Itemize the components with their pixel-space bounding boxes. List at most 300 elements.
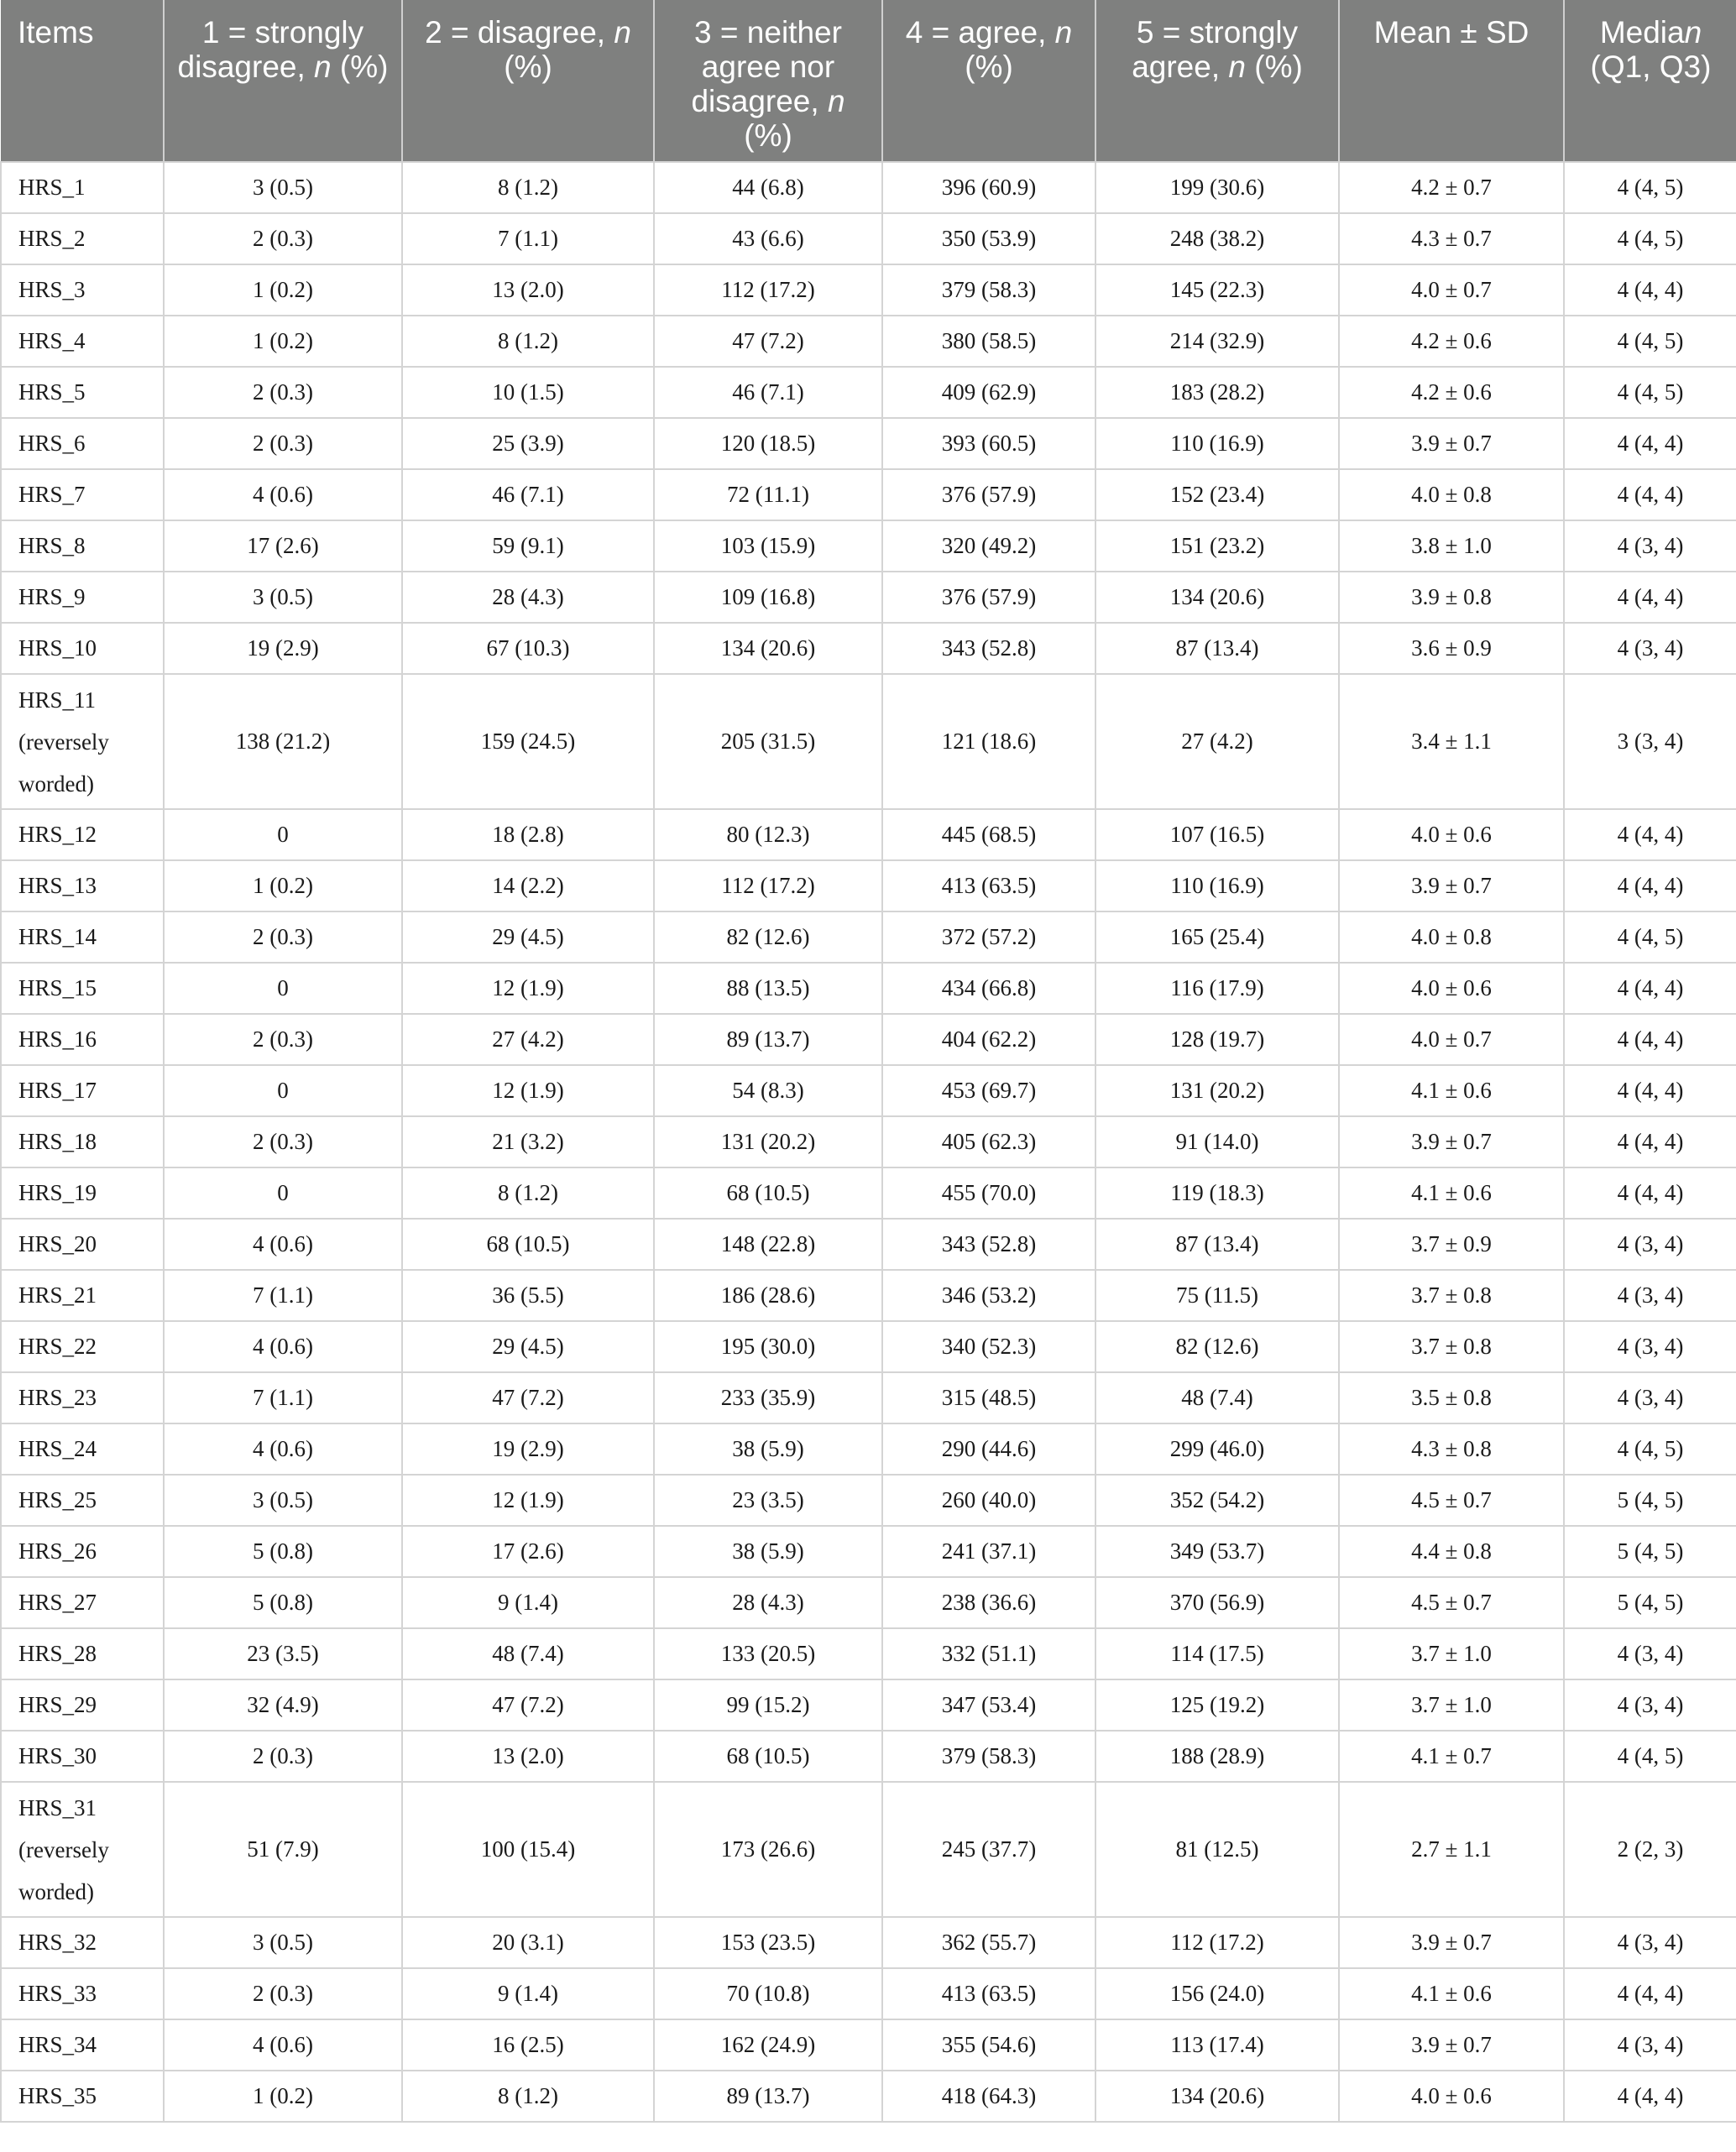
item-label-cell [1,1014,164,1065]
value-cell: 165 (25.4) [1095,911,1339,963]
value-cell: 9 (1.4) [402,1968,654,2019]
value-cell: 3.9 ± 0.7 [1339,418,1564,469]
item-note: (reversely worded) [18,729,109,797]
value-cell: 3.9 ± 0.7 [1339,860,1564,911]
value-cell: 3.7 ± 0.8 [1339,1270,1564,1321]
value-cell: 4 (3, 4) [1564,1679,1736,1731]
value-cell: 434 (66.8) [882,963,1095,1014]
value-cell: 4.1 ± 0.6 [1339,1167,1564,1219]
item-label: HRS_12 [18,822,97,847]
table-row [1,809,1736,860]
value-cell: 4.2 ± 0.6 [1339,367,1564,418]
header-text: 2 = disagree, [425,15,614,50]
value-cell: 12 (1.9) [402,963,654,1014]
value-cell: 4 (0.6) [164,1321,402,1372]
value-cell: 350 (53.9) [882,213,1095,264]
table-row [1,860,1736,911]
header-text: (%) [965,50,1013,84]
value-cell: 4 (3, 4) [1564,1372,1736,1423]
header-items [1,0,164,162]
item-label-cell [1,674,164,809]
value-cell: 112 (17.2) [1095,1917,1339,1968]
item-label: HRS_2 [18,226,86,251]
value-cell: 413 (63.5) [882,1968,1095,2019]
value-cell: 23 (3.5) [654,1475,882,1526]
value-cell: 4.0 ± 0.6 [1339,963,1564,1014]
value-cell: 0 [164,809,402,860]
value-cell: 17 (2.6) [402,1526,654,1577]
table-row [1,1167,1736,1219]
value-cell: 4 (4, 4) [1564,1014,1736,1065]
header-text: (%) [744,118,792,153]
item-label: HRS_21 [18,1282,97,1308]
header-text: n [1054,15,1073,50]
value-cell: 113 (17.4) [1095,2019,1339,2071]
value-cell: 87 (13.4) [1095,1219,1339,1270]
item-label: HRS_25 [18,1487,97,1512]
item-label-cell [1,316,164,367]
value-cell: 10 (1.5) [402,367,654,418]
item-label-cell [1,860,164,911]
table-row [1,1270,1736,1321]
value-cell: 54 (8.3) [654,1065,882,1116]
value-cell: 413 (63.5) [882,860,1095,911]
item-note: (reversely worded) [18,1836,109,1904]
value-cell: 4.1 ± 0.7 [1339,1731,1564,1782]
table-header [1,0,1736,162]
value-cell: 1 (0.2) [164,860,402,911]
header-text: 5 = strongly agree, [1132,15,1299,84]
item-label: HRS_20 [18,1231,97,1256]
value-cell: 2 (0.3) [164,911,402,963]
value-cell: 4 (4, 5) [1564,162,1736,213]
value-cell: 21 (3.2) [402,1116,654,1167]
value-cell: 13 (2.0) [402,1731,654,1782]
value-cell: 5 (0.8) [164,1526,402,1577]
value-cell: 110 (16.9) [1095,418,1339,469]
item-label: HRS_35 [18,2083,97,2108]
value-cell: 340 (52.3) [882,1321,1095,1372]
header-text: n [614,15,631,50]
value-cell: 152 (23.4) [1095,469,1339,520]
value-cell: 4 (3, 4) [1564,520,1736,572]
value-cell: 128 (19.7) [1095,1014,1339,1065]
value-cell: 80 (12.3) [654,809,882,860]
value-cell: 455 (70.0) [882,1167,1095,1219]
item-label-cell [1,1270,164,1321]
value-cell: 131 (20.2) [654,1116,882,1167]
table-row [1,623,1736,674]
value-cell: 38 (5.9) [654,1526,882,1577]
item-label: HRS_7 [18,482,86,507]
value-cell: 29 (4.5) [402,1321,654,1372]
header-text: 1 = strongly disagree, [177,15,364,84]
value-cell: 109 (16.8) [654,572,882,623]
value-cell: 148 (22.8) [654,1219,882,1270]
item-label-cell [1,1628,164,1679]
value-cell: 5 (4, 5) [1564,1475,1736,1526]
table-row [1,963,1736,1014]
value-cell: 4.5 ± 0.7 [1339,1577,1564,1628]
value-cell: 151 (23.2) [1095,520,1339,572]
value-cell: 16 (2.5) [402,2019,654,2071]
item-label: HRS_8 [18,533,86,558]
value-cell: 370 (56.9) [1095,1577,1339,1628]
value-cell: 4 (4, 4) [1564,1167,1736,1219]
table-row [1,1679,1736,1731]
value-cell: 4 (0.6) [164,2019,402,2071]
value-cell: 4 (4, 5) [1564,1731,1736,1782]
value-cell: 2 (0.3) [164,213,402,264]
value-cell: 70 (10.8) [654,1968,882,2019]
value-cell: 3.9 ± 0.7 [1339,1116,1564,1167]
table-row [1,911,1736,963]
table-row [1,1968,1736,2019]
value-cell: 248 (38.2) [1095,213,1339,264]
header-text: (%) [504,50,552,84]
value-cell: 290 (44.6) [882,1423,1095,1475]
item-label: HRS_4 [18,328,86,353]
value-cell: 8 (1.2) [402,2071,654,2122]
value-cell: 89 (13.7) [654,1014,882,1065]
value-cell: 241 (37.1) [882,1526,1095,1577]
value-cell: 81 (12.5) [1095,1782,1339,1917]
item-label-cell [1,520,164,572]
item-label: HRS_34 [18,2032,97,2057]
value-cell: 134 (20.6) [1095,2071,1339,2122]
value-cell: 75 (11.5) [1095,1270,1339,1321]
value-cell: 27 (4.2) [402,1014,654,1065]
item-label: HRS_16 [18,1026,97,1052]
value-cell: 68 (10.5) [654,1167,882,1219]
value-cell: 159 (24.5) [402,674,654,809]
table-row [1,1577,1736,1628]
item-label: HRS_23 [18,1385,97,1410]
value-cell: 4.3 ± 0.7 [1339,213,1564,264]
value-cell: 67 (10.3) [402,623,654,674]
item-label: HRS_1 [18,175,86,200]
item-label-cell [1,809,164,860]
value-cell: 396 (60.9) [882,162,1095,213]
header-text: 4 = agree, [905,15,1055,50]
item-label-cell [1,1526,164,1577]
value-cell: 1 (0.2) [164,2071,402,2122]
item-label: HRS_26 [18,1538,97,1564]
table-row [1,1219,1736,1270]
value-cell: 4.5 ± 0.7 [1339,1475,1564,1526]
value-cell: 355 (54.6) [882,2019,1095,2071]
value-cell: 48 (7.4) [1095,1372,1339,1423]
value-cell: 2 (2, 3) [1564,1782,1736,1917]
value-cell: 72 (11.1) [654,469,882,520]
value-cell: 2 (0.3) [164,418,402,469]
item-label: HRS_19 [18,1180,97,1205]
value-cell: 205 (31.5) [654,674,882,809]
value-cell: 4 (3, 4) [1564,2019,1736,2071]
value-cell: 121 (18.6) [882,674,1095,809]
item-label-cell [1,1968,164,2019]
item-label-cell [1,1423,164,1475]
value-cell: 20 (3.1) [402,1917,654,1968]
header-neither [654,0,882,162]
header-strongly-agree [1095,0,1339,162]
value-cell: 4 (4, 4) [1564,418,1736,469]
value-cell: 91 (14.0) [1095,1116,1339,1167]
value-cell: 4.0 ± 0.8 [1339,469,1564,520]
value-cell: 47 (7.2) [402,1372,654,1423]
value-cell: 299 (46.0) [1095,1423,1339,1475]
value-cell: 173 (26.6) [654,1782,882,1917]
header-text: n [1684,15,1702,50]
value-cell: 2 (0.3) [164,1116,402,1167]
value-cell: 25 (3.9) [402,418,654,469]
item-label: HRS_17 [18,1078,97,1103]
value-cell: 19 (2.9) [164,623,402,674]
value-cell: 4.0 ± 0.7 [1339,264,1564,316]
value-cell: 7 (1.1) [164,1372,402,1423]
value-cell: 233 (35.9) [654,1372,882,1423]
value-cell: 453 (69.7) [882,1065,1095,1116]
value-cell: 110 (16.9) [1095,860,1339,911]
value-cell: 4 (4, 4) [1564,809,1736,860]
header-text: (%) [1245,50,1303,84]
value-cell: 0 [164,963,402,1014]
value-cell: 68 (10.5) [654,1731,882,1782]
value-cell: 17 (2.6) [164,520,402,572]
value-cell: 19 (2.9) [402,1423,654,1475]
table-row [1,316,1736,367]
value-cell: 162 (24.9) [654,2019,882,2071]
item-label: HRS_10 [18,635,97,661]
value-cell: 4 (4, 5) [1564,911,1736,963]
value-cell: 14 (2.2) [402,860,654,911]
value-cell: 28 (4.3) [654,1577,882,1628]
item-label-cell [1,1321,164,1372]
value-cell: 8 (1.2) [402,1167,654,1219]
item-label-cell [1,1372,164,1423]
value-cell: 3.9 ± 0.8 [1339,572,1564,623]
header-text: n [314,50,332,84]
table-row [1,1423,1736,1475]
value-cell: 4 (4, 4) [1564,469,1736,520]
value-cell: 4 (4, 4) [1564,860,1736,911]
table-row [1,367,1736,418]
value-cell: 1 (0.2) [164,264,402,316]
table-row [1,264,1736,316]
table-row [1,674,1736,809]
value-cell: 260 (40.0) [882,1475,1095,1526]
value-cell: 445 (68.5) [882,809,1095,860]
item-label: HRS_9 [18,584,86,609]
item-label-cell [1,1167,164,1219]
value-cell: 4.0 ± 0.6 [1339,809,1564,860]
item-label: HRS_6 [18,431,86,456]
value-cell: 0 [164,1065,402,1116]
value-cell: 38 (5.9) [654,1423,882,1475]
value-cell: 4 (4, 4) [1564,1116,1736,1167]
value-cell: 68 (10.5) [402,1219,654,1270]
header-text: Media [1599,15,1685,50]
value-cell: 133 (20.5) [654,1628,882,1679]
item-label: HRS_24 [18,1436,97,1461]
table-row [1,1475,1736,1526]
value-cell: 238 (36.6) [882,1577,1095,1628]
value-cell: 418 (64.3) [882,2071,1095,2122]
value-cell: 18 (2.8) [402,809,654,860]
value-cell: 4 (4, 5) [1564,367,1736,418]
value-cell: 47 (7.2) [402,1679,654,1731]
value-cell: 199 (30.6) [1095,162,1339,213]
table-row [1,520,1736,572]
value-cell: 376 (57.9) [882,469,1095,520]
value-cell: 112 (17.2) [654,860,882,911]
value-cell: 8 (1.2) [402,162,654,213]
value-cell: 3 (0.5) [164,162,402,213]
value-cell: 36 (5.5) [402,1270,654,1321]
value-cell: 46 (7.1) [654,367,882,418]
value-cell: 2.7 ± 1.1 [1339,1782,1564,1917]
value-cell: 2 (0.3) [164,1731,402,1782]
value-cell: 3 (0.5) [164,1917,402,1968]
value-cell: 380 (58.5) [882,316,1095,367]
table-row [1,1917,1736,1968]
value-cell: 3 (3, 4) [1564,674,1736,809]
value-cell: 5 (4, 5) [1564,1577,1736,1628]
item-label-cell [1,1577,164,1628]
value-cell: 214 (32.9) [1095,316,1339,367]
value-cell: 120 (18.5) [654,418,882,469]
value-cell: 59 (9.1) [402,520,654,572]
item-label-cell [1,1731,164,1782]
value-cell: 99 (15.2) [654,1679,882,1731]
item-label: HRS_29 [18,1692,97,1717]
item-label: HRS_11 [18,687,97,713]
value-cell: 9 (1.4) [402,1577,654,1628]
value-cell: 3.6 ± 0.9 [1339,623,1564,674]
value-cell: 4 (4, 4) [1564,963,1736,1014]
table-row [1,572,1736,623]
value-cell: 245 (37.7) [882,1782,1095,1917]
value-cell: 2 (0.3) [164,1968,402,2019]
value-cell: 43 (6.6) [654,213,882,264]
value-cell: 138 (21.2) [164,674,402,809]
value-cell: 131 (20.2) [1095,1065,1339,1116]
table-row [1,1065,1736,1116]
table-row [1,1526,1736,1577]
value-cell: 44 (6.8) [654,162,882,213]
value-cell: 347 (53.4) [882,1679,1095,1731]
value-cell: 87 (13.4) [1095,623,1339,674]
value-cell: 4.0 ± 0.8 [1339,911,1564,963]
value-cell: 4 (3, 4) [1564,1270,1736,1321]
value-cell: 3.7 ± 1.0 [1339,1679,1564,1731]
item-label-cell [1,1219,164,1270]
value-cell: 3.8 ± 1.0 [1339,520,1564,572]
item-label-cell [1,1917,164,1968]
value-cell: 4 (3, 4) [1564,1917,1736,1968]
value-cell: 8 (1.2) [402,316,654,367]
value-cell: 3.9 ± 0.7 [1339,2019,1564,2071]
item-label: HRS_5 [18,379,86,405]
value-cell: 46 (7.1) [402,469,654,520]
value-cell: 100 (15.4) [402,1782,654,1917]
item-label-cell [1,469,164,520]
item-label-cell [1,2071,164,2122]
value-cell: 7 (1.1) [164,1270,402,1321]
value-cell: 2 (0.3) [164,367,402,418]
value-cell: 156 (24.0) [1095,1968,1339,2019]
value-cell: 3.4 ± 1.1 [1339,674,1564,809]
value-cell: 82 (12.6) [1095,1321,1339,1372]
value-cell: 349 (53.7) [1095,1526,1339,1577]
value-cell: 3 (0.5) [164,572,402,623]
item-label: HRS_14 [18,924,97,949]
value-cell: 114 (17.5) [1095,1628,1339,1679]
value-cell: 393 (60.5) [882,418,1095,469]
value-cell: 4.3 ± 0.8 [1339,1423,1564,1475]
value-cell: 3.9 ± 0.7 [1339,1917,1564,1968]
value-cell: 7 (1.1) [402,213,654,264]
item-label: HRS_33 [18,1981,97,2006]
table-row [1,2071,1736,2122]
value-cell: 188 (28.9) [1095,1731,1339,1782]
value-cell: 4.0 ± 0.6 [1339,2071,1564,2122]
value-cell: 28 (4.3) [402,572,654,623]
value-cell: 4 (4, 5) [1564,316,1736,367]
table-row [1,1321,1736,1372]
header-text: (Q1, Q3) [1590,50,1712,84]
item-label-cell [1,213,164,264]
value-cell: 320 (49.2) [882,520,1095,572]
value-cell: 27 (4.2) [1095,674,1339,809]
value-cell: 4 (3, 4) [1564,1219,1736,1270]
value-cell: 116 (17.9) [1095,963,1339,1014]
header-mean-sd [1339,0,1564,162]
value-cell: 183 (28.2) [1095,367,1339,418]
value-cell: 405 (62.3) [882,1116,1095,1167]
item-label: HRS_3 [18,277,86,302]
value-cell: 376 (57.9) [882,572,1095,623]
item-label-cell [1,162,164,213]
item-label-cell [1,623,164,674]
header-text: 3 = neither agree nor disagree, [691,15,842,118]
item-label: HRS_18 [18,1129,97,1154]
item-label: HRS_32 [18,1930,97,1955]
item-label: HRS_15 [18,975,97,1000]
value-cell: 4 (4, 4) [1564,264,1736,316]
value-cell: 4 (0.6) [164,469,402,520]
header-text: Mean ± SD [1373,15,1529,50]
value-cell: 404 (62.2) [882,1014,1095,1065]
value-cell: 29 (4.5) [402,911,654,963]
item-label-cell [1,1065,164,1116]
value-cell: 112 (17.2) [654,264,882,316]
table-row [1,1628,1736,1679]
value-cell: 379 (58.3) [882,264,1095,316]
value-cell: 12 (1.9) [402,1475,654,1526]
value-cell: 186 (28.6) [654,1270,882,1321]
value-cell: 4 (3, 4) [1564,1321,1736,1372]
value-cell: 352 (54.2) [1095,1475,1339,1526]
value-cell: 4 (4, 4) [1564,1968,1736,2019]
value-cell: 195 (30.0) [654,1321,882,1372]
value-cell: 153 (23.5) [654,1917,882,1968]
table-row [1,418,1736,469]
table-row [1,1372,1736,1423]
value-cell: 89 (13.7) [654,2071,882,2122]
value-cell: 125 (19.2) [1095,1679,1339,1731]
value-cell: 82 (12.6) [654,911,882,963]
